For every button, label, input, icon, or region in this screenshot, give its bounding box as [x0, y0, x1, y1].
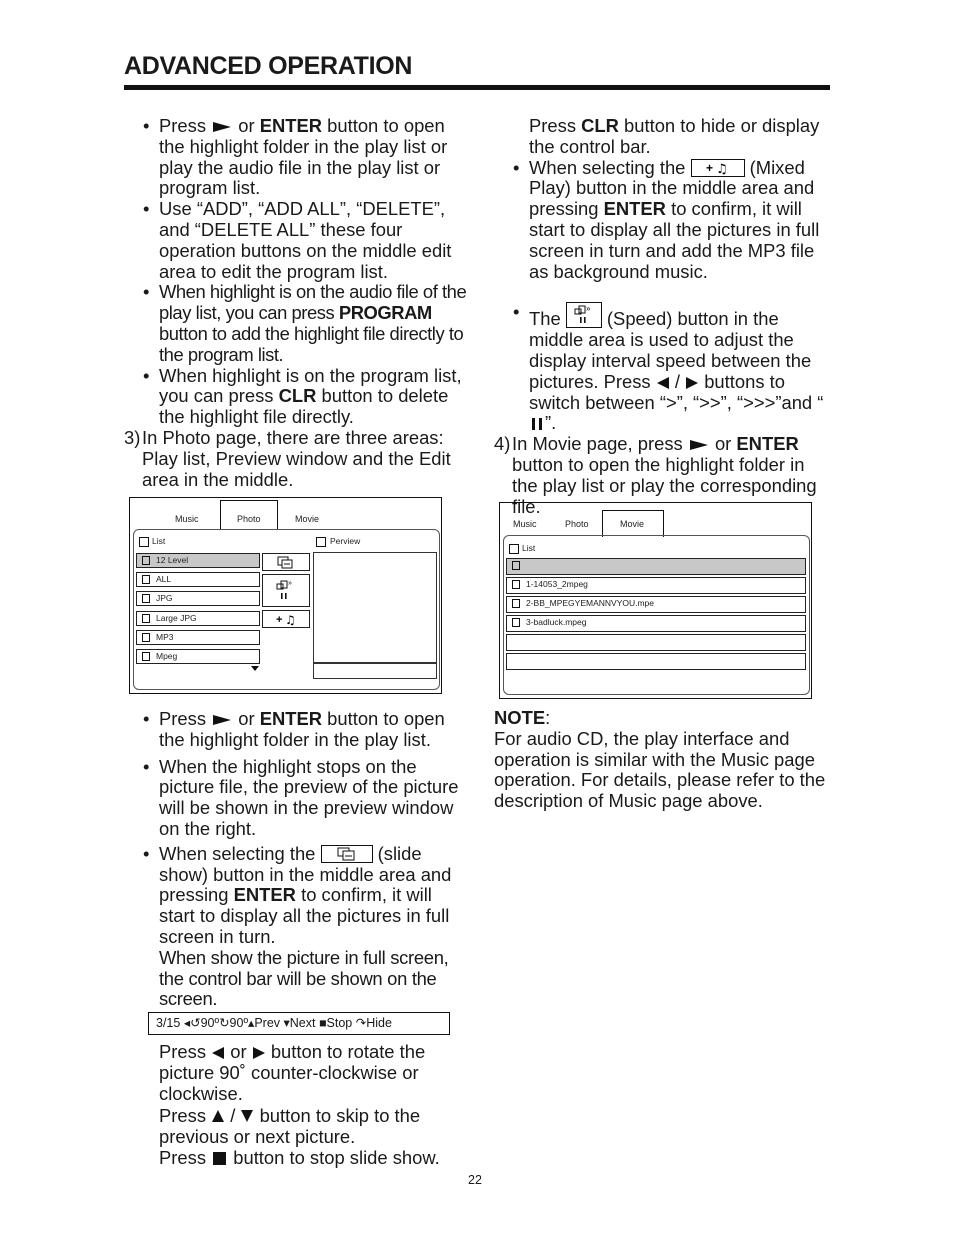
tab-music: Music [175, 514, 199, 524]
movie-file-icon [512, 599, 520, 608]
pause-icon [532, 418, 542, 430]
enter-key-label: ENTER [259, 115, 323, 136]
bullet-clr-delete [124, 366, 469, 428]
text: (Mixed Play) button in the middle area and pressing [529, 156, 815, 220]
list-item[interactable] [136, 572, 260, 587]
text: or [225, 1041, 252, 1062]
fullscreen-note [124, 948, 469, 1010]
text: to confirm, it will start to display all the pictures in full screen in turn and add the MP3 file as background music. [529, 198, 820, 282]
text: or [709, 433, 737, 455]
text: ”. [545, 412, 557, 434]
text: The [529, 308, 566, 330]
note-text: For audio CD, the play interface and operation is similar with the Music page operation. For details, please refer to the description of Music page above. [494, 727, 826, 812]
list-item-parent[interactable] [506, 558, 806, 575]
mixed-play-icon [691, 159, 745, 177]
slideshow-control-bar [148, 1012, 450, 1035]
item-label: Mpeg [156, 651, 178, 661]
list-icon [139, 537, 149, 547]
hide-label: Hide [366, 1016, 392, 1030]
folder-icon [142, 633, 150, 642]
tab-photo: Photo [565, 519, 589, 529]
text: Press [159, 1041, 212, 1062]
note-section [494, 708, 839, 812]
list-label: List [152, 536, 166, 546]
svg-text:+: + [705, 160, 713, 175]
list-item-empty[interactable] [506, 634, 806, 651]
rotate-ccw-label: 90º [200, 1016, 220, 1030]
speed-icon [263, 575, 309, 606]
stop-icon[interactable]: ■ [318, 1016, 327, 1030]
text: In Photo page, there are three areas: Play list, Preview window and the Edit area in the middle. [142, 426, 451, 490]
text: When selecting the [159, 842, 321, 864]
bullet-preview [124, 757, 469, 840]
degree-symbol: ˚ [239, 1061, 246, 1083]
tab-movie: Movie [295, 514, 320, 524]
text: / [225, 1105, 241, 1127]
list-item[interactable] [136, 611, 260, 626]
slideshow-icon [321, 845, 373, 863]
list-item-empty[interactable] [506, 653, 806, 670]
list-item[interactable] [506, 577, 806, 594]
enter-key-label: ENTER [259, 708, 323, 729]
right-column-top [494, 116, 834, 517]
stop-label: Stop [326, 1016, 353, 1030]
text: When show the picture in full screen, the control bar will be shown on the screen. [159, 946, 449, 1010]
hide-icon[interactable]: ↷ [355, 1016, 367, 1030]
text: button to skip to the previous or next picture. [159, 1105, 421, 1148]
text: counter-clockwise or clockwise. [159, 1061, 419, 1104]
program-key-label: PROGRAM [338, 302, 432, 324]
down-arrow-icon [241, 1110, 253, 1122]
play-icon [690, 440, 708, 450]
text: Press [529, 115, 582, 136]
next-icon[interactable]: ▾ [283, 1016, 290, 1030]
left-arrow-icon [657, 377, 669, 389]
text: button to open the highlight folder in the play list or play the corresponding file. [512, 453, 817, 517]
enter-key-label: ENTER [736, 433, 799, 455]
text: to confirm, it will start to display all the pictures in full screen in turn. [159, 884, 450, 947]
preview-icon [316, 537, 326, 547]
step-3-photo-page [124, 428, 469, 490]
item-label: 12 Level [156, 555, 189, 565]
speed-icon [566, 302, 602, 328]
text: button to stop slide show. [228, 1146, 440, 1168]
folder-icon [142, 614, 150, 623]
mixed-play-icon [263, 611, 309, 627]
bullet-mixed-play [494, 158, 834, 283]
tab-photo: Photo [237, 514, 261, 524]
item-label: JPG [156, 593, 173, 603]
svg-text:♫: ♫ [285, 613, 296, 627]
bullet-speed [494, 302, 834, 434]
text: button to rotate the picture 90 [159, 1041, 426, 1083]
bullet-edit-buttons [124, 199, 469, 282]
text: or [233, 115, 260, 136]
text: : [545, 707, 551, 728]
text: Use “ADD”, “ADD ALL”, “DELETE”, and “DELETE ALL” these four operation buttons on the middle edit area to edit the program list. [159, 198, 452, 282]
text: button to delete the highlight file directly. [159, 385, 449, 428]
enter-key-label: ENTER [233, 884, 296, 906]
play-icon [213, 122, 231, 132]
right-arrow-icon [253, 1047, 265, 1059]
list-item[interactable] [506, 596, 806, 613]
svg-text:♫: ♫ [715, 161, 728, 176]
prev-label: Prev [254, 1016, 281, 1030]
bullet-slideshow [124, 844, 469, 948]
list-item[interactable] [136, 649, 260, 664]
text: / [669, 370, 686, 392]
enter-key-label: ENTER [603, 198, 666, 220]
rotate-instruction [159, 1042, 459, 1104]
next-label: Next [289, 1016, 316, 1030]
skip-instruction [159, 1106, 459, 1148]
text: Press [159, 708, 212, 729]
text: Press [159, 1105, 212, 1127]
text: Press [159, 115, 212, 136]
tab-movie: Movie [620, 519, 645, 529]
folder-icon [142, 594, 150, 603]
item-label: 1-14053_2mpeg [526, 579, 588, 589]
stop-instruction [159, 1148, 459, 1169]
list-label: List [522, 543, 536, 553]
bullet-open-folder [124, 116, 469, 199]
prev-icon[interactable]: ▴ [248, 1016, 255, 1030]
text: When selecting the [529, 156, 691, 178]
text: button to open the highlight folder in the play list or play the audio file in the play list or program list. [159, 115, 448, 199]
text: button to add the highlight file directly to the program list. [159, 322, 464, 365]
page-title: ADVANCED OPERATION [124, 52, 413, 80]
bullet-program [124, 282, 469, 365]
svg-text:»: » [585, 304, 591, 314]
photo-page-screenshot [129, 497, 442, 694]
step-number: 4) [494, 433, 511, 455]
text: or [233, 708, 260, 729]
list-item[interactable] [136, 630, 260, 645]
play-icon [213, 715, 231, 725]
text: button to open the highlight folder in the play list. [159, 708, 445, 750]
stop-icon [213, 1152, 226, 1165]
mixed-play-button[interactable] [262, 610, 310, 628]
list-icon [509, 544, 519, 554]
rotate-cw-label: 90º [229, 1016, 249, 1030]
movie-file-icon [512, 580, 520, 589]
text: buttons to switch between “>”, “>>”, “>>>”and “ [529, 370, 824, 413]
note-heading [494, 708, 839, 729]
folder-icon [142, 652, 150, 661]
text: (slide show) button in the middle area and pressing [159, 842, 452, 906]
item-label: ALL [156, 574, 172, 584]
preview-info-bar [313, 662, 437, 679]
svg-text:+: + [276, 614, 283, 626]
folder-icon [142, 575, 150, 584]
text: When highlight is on the program list, you can press [159, 364, 462, 407]
left-column-controls [159, 1042, 459, 1169]
note-label: NOTE [494, 707, 546, 728]
item-label: Large JPG [156, 613, 197, 623]
text: button to hide or display the control bar. [529, 115, 820, 157]
preview-window [313, 552, 437, 664]
step-number: 3) [124, 426, 141, 448]
list-item[interactable] [506, 615, 806, 632]
text: (Speed) button in the middle area is used to adjust the display interval speed between the pictures. Press [529, 308, 812, 392]
item-label: MP3 [156, 632, 174, 642]
item-label: 3-badluck.mpeg [526, 617, 587, 627]
clr-hide-control-bar [494, 116, 834, 158]
list-item[interactable] [136, 591, 260, 606]
title-rule [124, 85, 830, 90]
preview-label: Perview [330, 536, 361, 546]
up-arrow-icon [212, 1110, 224, 1122]
left-column-bottom [124, 709, 469, 1010]
item-label: 2-BB_MPEGYEMANNVYOU.mpe [526, 598, 655, 608]
folder-icon [142, 556, 150, 565]
clr-key-label: CLR [581, 115, 619, 136]
rotate-ccw-icon[interactable]: ◂↺ [183, 1016, 201, 1030]
movie-file-icon [512, 618, 520, 627]
tab-music: Music [513, 519, 537, 529]
text: Press [159, 1146, 212, 1168]
right-arrow-icon [686, 377, 698, 389]
left-arrow-icon [212, 1047, 224, 1059]
text: In Movie page, press [512, 433, 688, 455]
slideshow-button[interactable] [262, 553, 310, 571]
scroll-down-icon[interactable] [251, 666, 259, 671]
left-column-top [124, 116, 469, 490]
movie-page-screenshot [499, 502, 812, 699]
text: When highlight is on the audio file of the play list, you can press [159, 281, 467, 324]
svg-text:»: » [288, 580, 292, 587]
slideshow-icon [263, 554, 309, 570]
rotate-cw-icon[interactable]: ↻ [219, 1016, 230, 1030]
folder-up-icon [512, 561, 520, 570]
list-item[interactable] [136, 553, 260, 568]
page-number: 22 [468, 1173, 482, 1187]
speed-button[interactable] [262, 574, 310, 607]
clr-key-label: CLR [278, 385, 317, 407]
text: When the highlight stops on the picture file, the preview of the picture will be shown in the preview window on the right. [159, 755, 459, 839]
bullet-open-folder-photo [124, 709, 469, 751]
picture-counter: 3/15 [156, 1016, 181, 1030]
